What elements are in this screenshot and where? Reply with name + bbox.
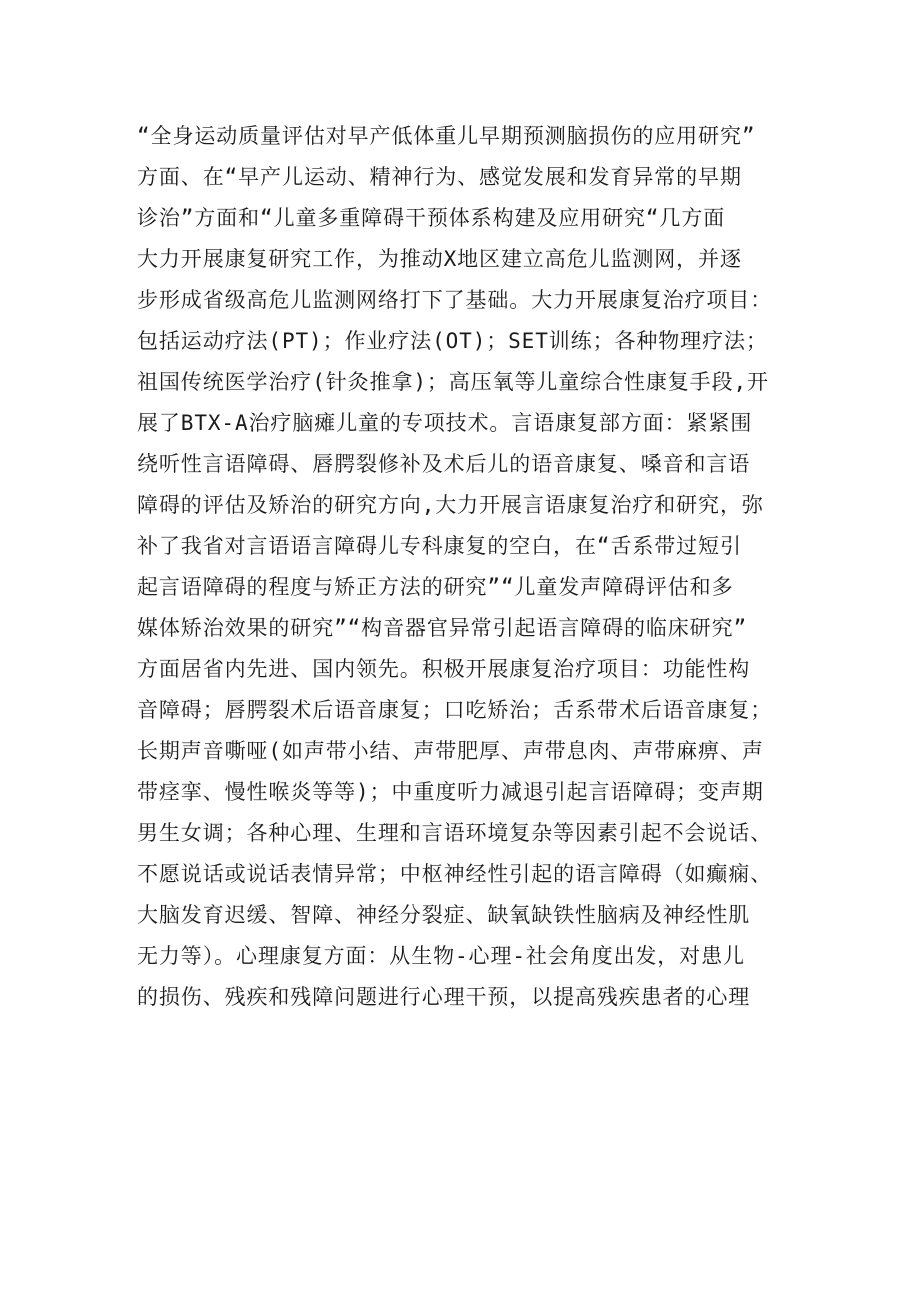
text-line: 无力等）。心理康复方面：从生物-心理-社会角度出发，对患儿 <box>137 944 745 968</box>
text-line: 大力开展康复研究工作，为推动X地区建立高危儿监测网，并逐 <box>137 247 742 271</box>
text-line: 起言语障碍的程度与矫正方法的研究”“儿童发声障碍评估和多 <box>137 575 734 599</box>
text-line: 带痉挛、慢性喉炎等等)；中重度听力减退引起言语障碍；变声期 <box>137 780 764 804</box>
text-line: 祖国传统医学治疗(针灸推拿)；高压氧等儿童综合性康复手段,开 <box>137 370 769 394</box>
text-line: 音障碍；唇腭裂术后语音康复；口吃矫治；舌系带术后语音康复； <box>137 698 773 722</box>
text-line: 诊治”方面和“儿童多重障碍干预体系构建及应用研究“几方面 <box>137 206 726 230</box>
text-line: 绕听性言语障碍、唇腭裂修补及术后儿的语音康复、嗓音和言语 <box>137 452 751 476</box>
text-line: 包括运动疗法(PT)；作业疗法(OT)；SET训练；各种物理疗法； <box>137 329 768 353</box>
text-line: 不愿说话或说话表情异常；中枢神经性引起的语言障碍（如癫痫、 <box>137 862 773 886</box>
text-line: 媒体矫治效果的研究”“构音器官异常引起语言障碍的临床研究” <box>137 616 748 640</box>
text-line: 男生女调；各种心理、生理和言语环境复杂等因素引起不会说话、 <box>137 821 773 845</box>
text-line: 展了BTX-A治疗脑瘫儿童的专项技术。言语康复部方面：紧紧围 <box>137 411 753 435</box>
text-line: 方面、在“早产儿运动、精神行为、感觉发展和发育异常的早期 <box>137 165 742 189</box>
text-line: 大脑发育迟缓、智障、神经分裂症、缺氧缺铁性脑病及神经性肌 <box>137 903 751 927</box>
text-line: 方面居省内先进、国内领先。积极开展康复治疗项目：功能性构 <box>137 657 751 681</box>
text-line: 长期声音嘶哑(如声带小结、声带肥厚、声带息肉、声带麻痹、声 <box>137 739 764 763</box>
text-line: 障碍的评估及矫治的研究方向,大力开展言语康复治疗和研究，弥 <box>137 493 764 517</box>
text-line: 的损伤、残疾和残障问题进行心理干预，以提高残疾患者的心理 <box>137 985 751 1009</box>
text-line: “全身运动质量评估对早产低体重儿早期预测脑损伤的应用研究” <box>137 124 756 148</box>
text-line: 补了我省对言语语言障碍儿专科康复的空白，在“舌系带过短引 <box>137 534 742 558</box>
text-line: 步形成省级高危儿监测网络打下了基础。大力开展康复治疗项目： <box>137 288 773 312</box>
